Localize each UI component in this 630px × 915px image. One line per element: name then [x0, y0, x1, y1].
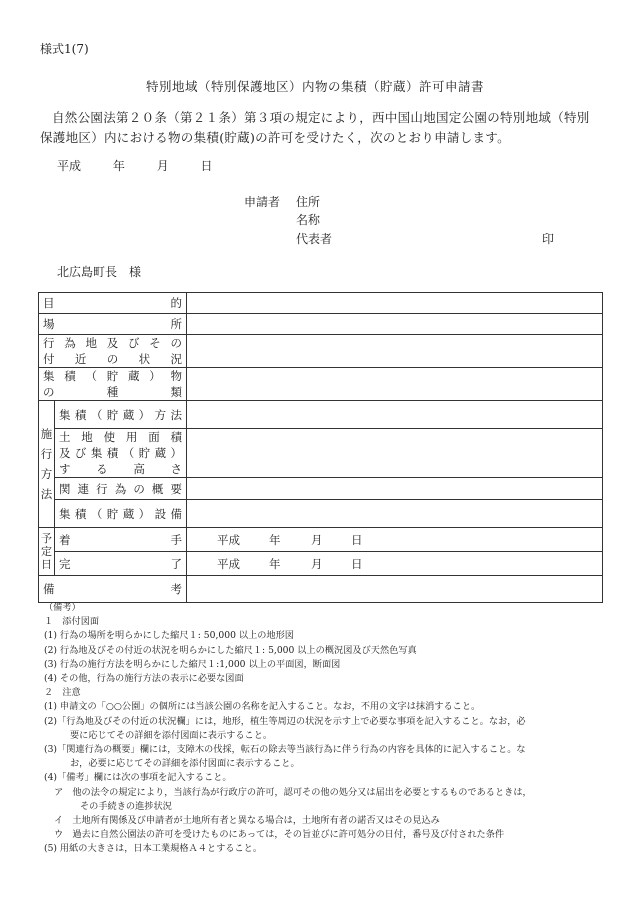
note-caution-3b: お，必要に応じてその詳細を添付図面に表示すること。 — [70, 758, 300, 770]
remarks-field[interactable] — [187, 576, 603, 603]
seal-mark: 印 — [542, 232, 555, 246]
schedule-group-label — [39, 528, 55, 576]
finish-date-era: 平成 — [217, 556, 240, 571]
type-label — [39, 368, 187, 401]
note-attachment-3: (3) 行為の施行方法を明らかにした縮尺１:1,000 以上の平面図，断面図 — [44, 658, 341, 670]
finish-date-month: 月 — [311, 556, 323, 571]
schedule-group-char-2: 定 — [40, 545, 52, 558]
method-group-char-3: 方 — [40, 467, 53, 481]
location-field[interactable] — [187, 314, 603, 335]
date-era: 平成 — [57, 159, 82, 173]
land-label-line3: する高さ — [58, 462, 182, 476]
site-field[interactable] — [187, 335, 603, 368]
land-label — [54, 429, 186, 478]
notes-section-2: ２ 注意 — [44, 687, 81, 699]
date-year: 年 — [112, 159, 125, 173]
method-label: 集積（貯蔵）方法 — [54, 401, 186, 429]
applicant-name-label: 名称 — [296, 213, 321, 227]
type-label-line2: の種類 — [43, 385, 182, 399]
schedule-group-char-3: 日 — [40, 558, 52, 571]
table-row-finish — [39, 552, 603, 576]
note-caution-5: (5) 用紙の大きさは，日本工業規格Ａ４とすること。 — [44, 843, 263, 855]
type-field[interactable] — [187, 368, 603, 401]
purpose-label: 目的 — [39, 293, 187, 314]
note-caution-4-u: ウ 過去に自然公園法の許可を受けたものにあっては，その旨並びに許可処分の日付，番号及び付された条件 — [54, 829, 505, 841]
table-row-land — [39, 429, 603, 478]
applicant-address-label: 住所 — [296, 195, 321, 209]
note-caution-4-a1: ア 他の法令の規定により，当該行為が行政庁の許可，認可その他の処分又は届出を必要とするものであるときは， — [54, 786, 532, 798]
addressee: 北広島町長 様 — [57, 265, 142, 279]
note-caution-2a: (2)「行為地及びその付近の状況欄」には，地形，植生等周辺の状況を示す上で必要な事項を記入すること。なお，必 — [44, 715, 526, 727]
remarks-label: 備考 — [39, 576, 187, 603]
note-caution-3a: (3)「関連行為の概要」欄には，支障木の伐採，転石の除去等当該行為に伴う行為の内容を具体的に記入すること。な — [44, 744, 526, 756]
start-date-year: 年 — [269, 532, 281, 547]
date-month: 月 — [156, 159, 169, 173]
applicant-label: 申請者 — [244, 195, 281, 209]
application-table — [38, 292, 603, 603]
table-row-facility — [39, 500, 603, 528]
application-date — [57, 157, 241, 174]
notes-section-1: １ 添付図面 — [44, 616, 100, 628]
location-label: 場所 — [39, 314, 187, 335]
start-date-day: 日 — [351, 532, 363, 547]
note-caution-2b: 要に応じてその詳細を添付図面に表示すること。 — [70, 729, 273, 741]
date-day: 日 — [200, 159, 213, 173]
start-date-era: 平成 — [217, 532, 240, 547]
applicant-representative-label: 代表者 — [296, 232, 333, 246]
notes-header: （備考） — [44, 602, 81, 613]
method-group-char-4: 法 — [40, 487, 53, 501]
finish-date-year: 年 — [269, 556, 281, 571]
type-label-line1: 集積（貯蔵）物 — [43, 369, 182, 383]
method-group-char-1: 施 — [40, 427, 53, 441]
table-row-type — [39, 368, 603, 401]
finish-date-field[interactable] — [187, 552, 603, 576]
related-field[interactable] — [187, 478, 603, 500]
note-caution-4-a2: その手続きの進捗状況 — [80, 800, 172, 812]
table-row-remarks — [39, 576, 603, 603]
facility-field[interactable] — [187, 500, 603, 528]
note-caution-4-i: イ 土地所有関係及び申請者が土地所有者と異なる場合は，土地所有者の諾否又はその見込み — [54, 815, 440, 827]
schedule-group-char-1: 予 — [40, 532, 52, 545]
table-row-start — [39, 528, 603, 552]
method-group-char-2: 行 — [40, 447, 53, 461]
table-row-related — [39, 478, 603, 500]
site-label-line1: 行為地及びその — [43, 336, 182, 350]
page-title: 特別地域（特別保護地区）内物の集積（貯蔵）許可申請書 — [145, 79, 484, 94]
note-attachment-1: (1) 行為の場所を明らかにした縮尺１: 50,000 以上の地形図 — [44, 630, 294, 642]
note-attachment-2: (2) 行為地及びその付近の状況を明らかにした縮尺１: 5,000 以上の概況図及び天然色写真 — [44, 644, 417, 656]
site-label-line2: 付近の状況 — [43, 352, 182, 366]
table-row-site — [39, 335, 603, 368]
start-label: 着手 — [54, 528, 186, 552]
land-label-line2: 及び集積（貯蔵） — [58, 446, 182, 460]
note-caution-1: (1) 申請文の「○○公園」の個所には当該公園の名称を記入すること。なお，不用の文字は抹消すること。 — [44, 701, 481, 713]
purpose-field[interactable] — [187, 293, 603, 314]
method-field[interactable] — [187, 401, 603, 429]
finish-date-day: 日 — [351, 556, 363, 571]
note-caution-4: (4)「備考」欄には次の事項を記入すること。 — [44, 772, 232, 784]
method-group-label — [39, 401, 55, 528]
notes-section — [44, 601, 604, 857]
start-date-field[interactable] — [187, 528, 603, 552]
note-attachment-4: (4) その他，行為の施行方法の表示に必要な図面 — [44, 673, 244, 685]
finish-label: 完了 — [54, 552, 186, 576]
table-row-purpose — [39, 293, 603, 314]
land-field[interactable] — [187, 429, 603, 478]
table-row-location — [39, 314, 603, 335]
start-date-month: 月 — [311, 532, 323, 547]
land-label-line1: 土地使用面積 — [58, 430, 182, 444]
form-number: 様式1(7) — [40, 42, 89, 56]
related-label: 関連行為の概要 — [54, 478, 186, 500]
intro-paragraph: 自然公園法第２０条（第２１条）第３項の規定により，西中国山地国定公園の特別地域（特別保護地区）内における物の集積(貯蔵)の許可を受けたく，次のとおり申請します。 — [40, 110, 590, 145]
facility-label: 集積（貯蔵）設備 — [54, 500, 186, 528]
site-label — [39, 335, 187, 368]
table-row-method — [39, 401, 603, 429]
